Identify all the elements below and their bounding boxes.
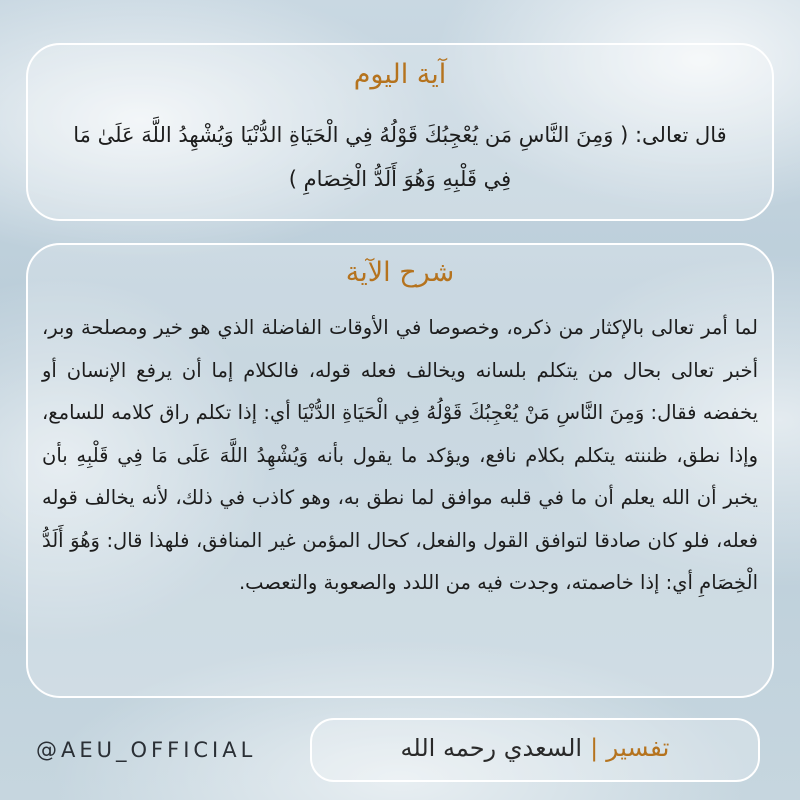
verse-title: آية اليوم <box>353 59 447 90</box>
verse-text: قال تعالى: ( وَمِنَ النَّاسِ مَن يُعْجِبُكَ قَوْلُهُ فِي الْحَيَاةِ الدُّنْيَا وَيُشْهِدُ اللَّهَ عَلَىٰ مَا فِي قَلْبِهِ وَهُوَ أَلَدُّ الْخِصَامِ ) <box>73 123 727 191</box>
verse-explanation-card <box>26 243 774 698</box>
credit-author: السعدي رحمه الله <box>400 734 583 762</box>
account-handle: @AEU_OFFICIAL <box>36 738 257 762</box>
explanation-title: شرح الآية <box>345 257 455 288</box>
tafsir-credit-card <box>310 718 760 782</box>
verse-of-the-day-card <box>26 43 774 221</box>
credit-separator: | <box>590 734 599 762</box>
credit-label: تفسير <box>606 733 670 762</box>
explanation-text: لما أمر تعالى بالإكثار من ذكره، وخصوصا في الأوقات الفاضلة الذي هو خير ومصلحة وبر، أخبر تعالى بحال من يتكلم بلسانه ويخالف فعله قوله، فالكلام إما أن يرفع الإنسان أو يخفضه فقال: وَمِنَ النَّاسِ مَنْ يُعْجِبُكَ قَوْلُهُ فِي الْحَيَاةِ الدُّنْيَا أي: إذا تكلم راق كلامه للسامع، وإذا نطق، ظننته يتكلم بكلام نافع، ويؤكد ما يقول بأنه وَيُشْهِدُ اللَّهَ عَلَى مَا فِي قَلْبِهِ بأن يخبر أن الله يعلم أن ما في قلبه موافق لما نطق به، وهو كاذب في ذلك، لأنه يخالف قوله فعله، فلو كان صادقا لتوافق القول والفعل، كحال المؤمن غير المنافق، فلهذا قال: وَهُوَ أَلَدُّ الْخِصَامِ أي: إذا خاصمته، وجدت فيه من اللدد والصعوبة والتعصب. <box>42 316 758 594</box>
tafsir-credit <box>312 733 758 762</box>
